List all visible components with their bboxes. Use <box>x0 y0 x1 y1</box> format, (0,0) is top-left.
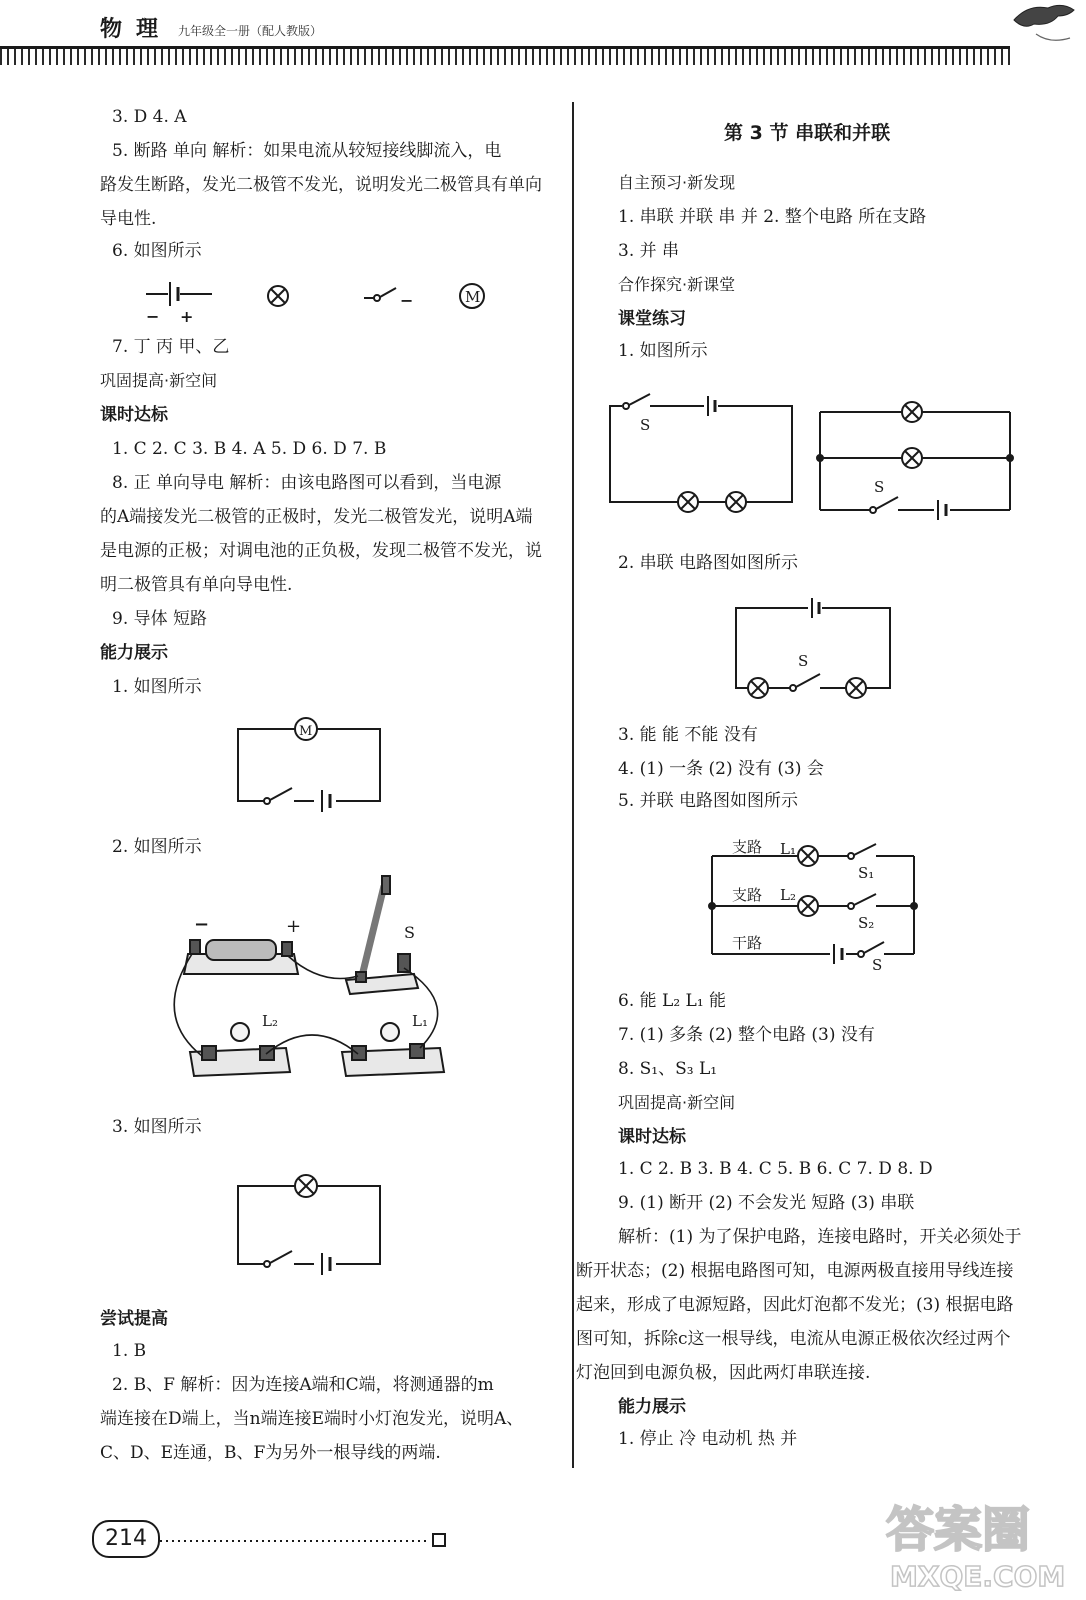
switch-s1-label: S₁ <box>858 864 875 882</box>
switch-s2-label: S₂ <box>858 914 875 932</box>
explanation-line: 解析：(1) 为了保护电路，连接电路时，开关必须处于 <box>618 1227 1022 1247</box>
answer-line: 1. 如图所示 <box>112 677 202 697</box>
answer-line: 9. (1) 断开 (2) 不会发光 短路 (3) 串联 <box>618 1193 915 1213</box>
lamp-l2-label: L₂ <box>780 886 796 904</box>
watermark-title: 答案圈 <box>886 1502 1031 1558</box>
answer-line: 1. 串联 并联 串 并 2. 整个电路 所在支路 <box>618 207 927 227</box>
subsection-label: 课时达标 <box>618 1127 686 1147</box>
section-label: 巩固提高·新空间 <box>618 1093 736 1112</box>
section-label: 合作探究·新课堂 <box>618 275 736 294</box>
subsection-label: 课时达标 <box>100 405 168 425</box>
footer-box-icon <box>432 1533 446 1547</box>
column-divider <box>572 102 574 1468</box>
battery-plus-sign: + <box>180 307 194 326</box>
answer-line: 9. 导体 短路 <box>112 609 208 629</box>
watermark-url: MXQE.COM <box>890 1560 1066 1593</box>
lamp-circuit-diagram <box>234 1170 384 1266</box>
parallel-circuit-b <box>708 836 918 974</box>
explanation-line: 断开状态；(2) 根据电路图可知，电源两极直接用导线连接 <box>576 1261 1014 1281</box>
explanation-line: 图可知，拆除c这一根导线，电流从电源正极依次经过两个 <box>576 1329 1011 1349</box>
section-label: 巩固提高·新空间 <box>100 371 218 390</box>
subject-title: 物理 <box>100 16 173 42</box>
answer-line: 3. 能 能 不能 没有 <box>618 725 758 745</box>
answer-line: 3. D 4. A <box>112 107 187 127</box>
dolphin-logo-icon <box>1010 0 1080 50</box>
answer-line: 8. S₁、S₃ L₁ <box>618 1059 718 1079</box>
answer-line: 明二极管具有单向导电性. <box>100 575 293 595</box>
section-title: 第 3 节 串联和并联 <box>724 122 891 144</box>
switch-label: S <box>798 652 809 670</box>
page-number: 214 <box>92 1520 160 1558</box>
section-label: 自主预习·新发现 <box>618 173 736 192</box>
answer-line: 6. 如图所示 <box>112 241 202 261</box>
series-circuit-a <box>608 396 798 506</box>
answer-line: 2. 如图所示 <box>112 837 202 857</box>
page-header <box>0 0 1086 72</box>
photo-lamp-l2-label: L₂ <box>262 1012 278 1030</box>
answer-line: 1. 停止 冷 电动机 热 并 <box>618 1429 798 1449</box>
parallel-circuit-a <box>818 398 1012 514</box>
trunk-label: 干路 <box>732 934 763 952</box>
answer-line: 1. C 2. B 3. B 4. C 5. B 6. C 7. D 8. D <box>618 1159 933 1179</box>
answer-line: 是电源的正极；对调电池的正负极，发现二极管不发光，说 <box>100 541 542 561</box>
answer-line: 1. B <box>112 1341 147 1361</box>
answer-line: 导电性. <box>100 209 157 229</box>
circuit-symbols <box>142 278 512 326</box>
lamp-icon <box>268 286 288 306</box>
motor-circuit-diagram <box>234 712 384 804</box>
answer-line: 的A端接发光二极管的正极时，发光二极管发光，说明A端 <box>100 507 533 527</box>
edition-label: 九年级全一册（配人教版） <box>178 24 323 38</box>
subsection-label: 课堂练习 <box>618 309 686 329</box>
switch-label: S <box>640 416 651 434</box>
answer-line: 7. 丁 丙 甲、乙 <box>112 337 230 357</box>
subsection-label: 能力展示 <box>100 643 168 663</box>
lamp-holder-l2-icon <box>190 1023 290 1076</box>
wiring-illustration <box>162 876 482 1096</box>
answer-line: 5. 断路 单向 解析：如果电流从较短接线脚流入，电 <box>112 141 502 161</box>
switch-label: S <box>874 478 885 496</box>
explanation-line: 起来，形成了电源短路，因此灯泡都不发光；(3) 根据电路 <box>576 1295 1014 1315</box>
photo-plus-sign: + <box>286 916 302 937</box>
explanation-line: 灯泡回到电源负极，因此两灯串联连接. <box>576 1363 871 1383</box>
series-circuit-b <box>732 596 894 694</box>
header-hatch <box>0 49 1010 65</box>
answer-line: 3. 如图所示 <box>112 1117 202 1137</box>
battery-minus-sign: − <box>146 307 160 326</box>
switch-terminal-sign: − <box>400 291 414 310</box>
answer-line: 1. C 2. C 3. B 4. A 5. D 6. D 7. B <box>112 439 387 459</box>
battery-holder-icon <box>184 940 298 974</box>
answer-line: 3. 并 串 <box>618 241 680 261</box>
lamp-l1-label: L₁ <box>780 840 796 858</box>
branch-label-1: 支路 <box>732 838 763 856</box>
watermark-logo <box>880 1490 1080 1595</box>
motor-label: M <box>465 288 481 306</box>
answer-line: 路发生断路，发光二极管不发光，说明发光二极管具有单向 <box>100 175 542 195</box>
answer-line: 1. 如图所示 <box>618 341 708 361</box>
answer-line: 6. 能 L₂ L₁ 能 <box>618 991 727 1011</box>
answer-line: 8. 正 单向导电 解析：由该电路图可以看到，当电源 <box>112 473 502 493</box>
switch-main-label: S <box>872 956 883 974</box>
answer-line: 2. 串联 电路图如图所示 <box>618 553 799 573</box>
answer-line: 端连接在D端上，当n端连接E端时小灯泡发光，说明A、 <box>100 1409 524 1429</box>
subsection-label: 能力展示 <box>618 1397 686 1417</box>
branch-label-2: 支路 <box>732 886 763 904</box>
photo-lamp-l1-label: L₁ <box>412 1012 428 1030</box>
answer-line: C、D、E连通，B、F为另外一根导线的两端. <box>100 1443 441 1463</box>
photo-minus-sign: − <box>194 914 210 935</box>
footer-dotted-rule <box>160 1540 428 1542</box>
answer-line: 4. (1) 一条 (2) 没有 (3) 会 <box>618 759 824 779</box>
subsection-label: 尝试提高 <box>100 1309 168 1329</box>
lamp-holder-l1-icon <box>342 1023 444 1076</box>
photo-switch-label: S <box>404 923 415 942</box>
answer-line: 5. 并联 电路图如图所示 <box>618 791 799 811</box>
motor-label: M <box>299 724 313 739</box>
answer-line: 2. B、F 解析：因为连接A端和C端，将测通器的m <box>112 1375 494 1395</box>
answer-line: 7. (1) 多条 (2) 整个电路 (3) 没有 <box>618 1025 875 1045</box>
